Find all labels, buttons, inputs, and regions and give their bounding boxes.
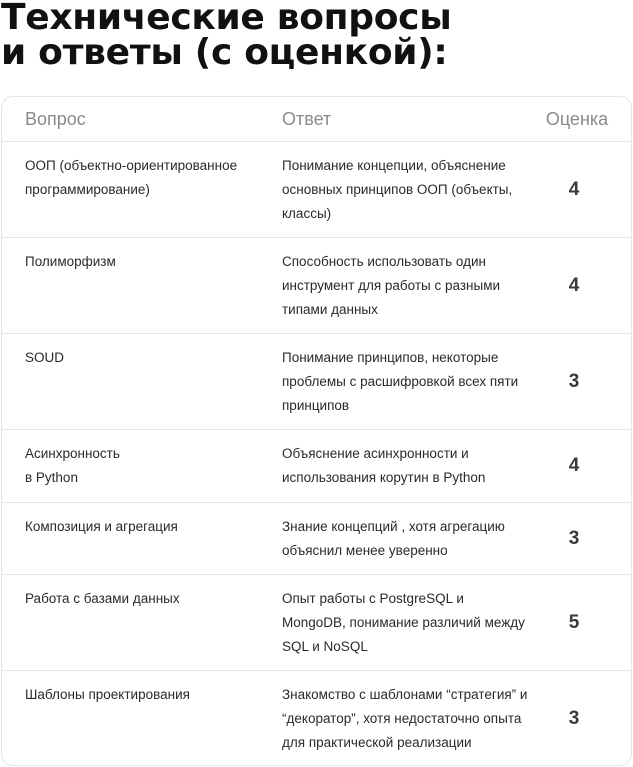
assessment-table — [1, 96, 632, 766]
table-row — [2, 142, 631, 238]
header-question: Вопрос — [25, 108, 86, 129]
answer-cell: Понимание концепции, объяснение основных принципов ООП (объекты, классы) — [282, 158, 513, 221]
question-cell: Асинхронность в Python — [25, 446, 120, 485]
score-cell: 5 — [568, 611, 580, 633]
score-cell: 3 — [568, 527, 580, 549]
question-cell: Полиморфизм — [25, 254, 116, 269]
answer-cell: Объяснение асинхронности и использования корутин в Python — [282, 446, 486, 485]
header-score: Оценка — [545, 108, 609, 129]
table-header — [2, 97, 631, 142]
score-cell: 4 — [568, 178, 580, 200]
score-cell: 3 — [568, 370, 580, 392]
table-row — [2, 503, 631, 575]
table-row — [2, 238, 631, 334]
score-cell: 4 — [568, 455, 580, 476]
table-row — [2, 334, 631, 430]
score-cell: 4 — [568, 274, 580, 296]
question-cell: SOUD — [25, 350, 65, 365]
header-answer: Ответ — [282, 108, 332, 129]
answer-cell: Знакомство с шаблонами “стратегия” и “декоратор”, хотя недостаточно опыта для практической реализации — [282, 687, 528, 750]
answer-cell: Знание концепций , хотя агрегацию объяснил менее уверенно — [282, 519, 505, 558]
table-row — [2, 430, 631, 503]
question-cell: Работа с базами данных — [25, 591, 180, 606]
score-cell: 3 — [568, 708, 580, 729]
answer-cell: Способность использовать один инструмент для работы с разными типами данных — [282, 254, 501, 317]
table-row — [2, 575, 631, 671]
question-cell: Композиция и агрегация — [25, 519, 178, 534]
question-cell: ООП (объектно-ориентированное программирование) — [25, 158, 238, 197]
page-title: Технические вопросы и ответы (с оценкой): — [1, 0, 452, 73]
answer-cell: Понимание принципов, некоторые проблемы с расшифровкой всех пяти принципов — [282, 350, 519, 413]
table-row — [2, 671, 631, 766]
answer-cell: Опыт работы с PostgreSQL и MongoDB, понимание различий между SQL и NoSQL — [282, 591, 525, 654]
question-cell: Шаблоны проектирования — [25, 687, 190, 702]
